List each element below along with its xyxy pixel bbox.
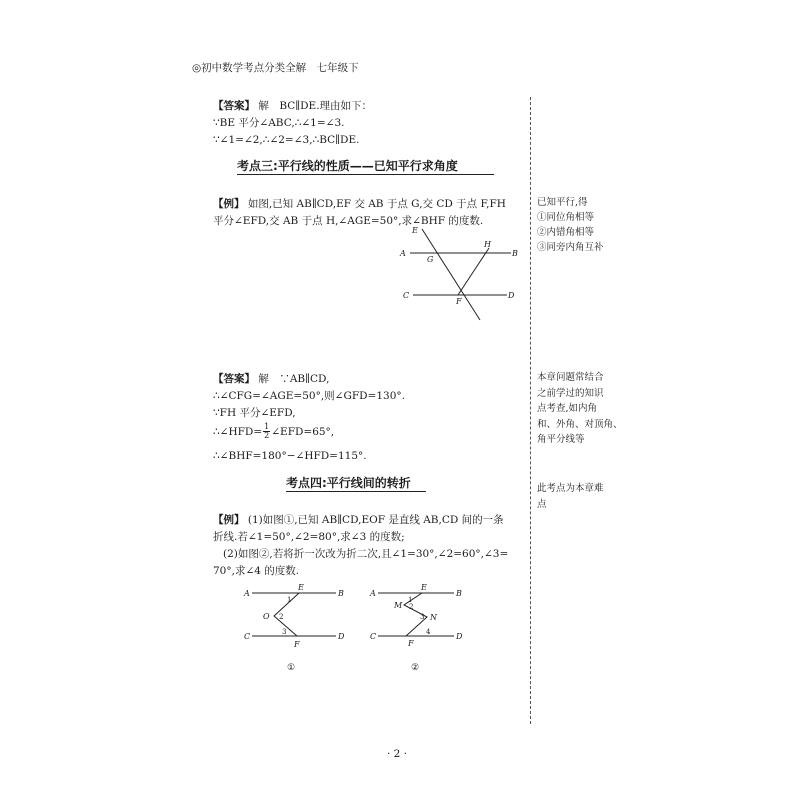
sidebar-line: 之前学过的知识 <box>537 387 604 399</box>
fig-label-c: C <box>370 632 377 641</box>
section-underline <box>286 491 426 492</box>
sidebar-line: 和、外角、对顶角、 <box>537 418 623 430</box>
fig-label-d: D <box>456 632 463 641</box>
example-line: 70°,求∠4 的度数. <box>213 565 300 577</box>
sidebar-line: 点 <box>537 498 547 510</box>
answer-line: 解 ∵AB∥CD, <box>258 373 330 385</box>
figure-caption: ① <box>287 663 296 673</box>
fraction-denominator: 2 <box>264 431 270 441</box>
answer-line: ∵BE 平分∠ABC,∴∠1=∠3. <box>213 117 345 129</box>
sidebar-line: 点考查,如内角 <box>537 403 598 414</box>
angle-label-3: 3 <box>420 613 425 621</box>
example-line: 平分∠EFD,交 AB 于点 H,∠AGE=50°,求∠BHF 的度数. <box>213 215 484 227</box>
section-underline <box>237 174 494 175</box>
fig-label-f: F <box>408 639 414 648</box>
parallel-lines-figure <box>395 220 530 330</box>
fig-label-m: M <box>394 601 403 610</box>
answer-block-2 <box>213 374 329 385</box>
answer-line: ∵∠1=∠2,∴∠2=∠3,∴BC∥DE. <box>213 134 360 146</box>
answer-line: ∵FH 平分∠EFD, <box>213 407 296 419</box>
fig-label-b: B <box>338 589 344 598</box>
angle-label-1: 1 <box>408 596 413 604</box>
zigzag-figure-2 <box>365 582 475 677</box>
fig-label-a: A <box>370 589 376 598</box>
fig-label-c: C <box>403 291 410 300</box>
answer-block-1 <box>213 101 372 112</box>
fig-label-d: D <box>338 632 345 641</box>
example-line: (1)如图①,已知 AB∥CD,EOF 是直线 AB,CD 间的一条 <box>247 514 504 526</box>
sidebar-note-3 <box>537 480 604 511</box>
answer-line: ∴∠BHF=180°−∠HFD=115°. <box>213 450 367 462</box>
fig-label-b: B <box>456 589 462 598</box>
fig-label-b: B <box>512 249 518 258</box>
section-title: 考点三:平行线的性质——已知平行求角度 <box>237 159 458 173</box>
sidebar-line: 角平分线等 <box>537 434 585 445</box>
angle-label-2: 2 <box>279 613 284 621</box>
sidebar-line: ①同位角相等 <box>537 212 595 223</box>
answer-text: ∠EFD=65°, <box>271 425 335 438</box>
zigzag-figure-1 <box>240 582 350 677</box>
sidebar-note-2 <box>537 369 623 447</box>
angle-label-1: 1 <box>287 596 292 604</box>
fig-label-o: O <box>263 612 270 621</box>
margin-divider <box>530 97 531 724</box>
answer-text: ∴∠HFD= <box>213 425 263 438</box>
page-number: · 2 · <box>387 748 408 760</box>
example-block-1 <box>213 199 506 210</box>
fig-label-e: E <box>412 226 418 235</box>
angle-label-4: 4 <box>426 628 431 636</box>
answer-label: 【答案】 <box>213 373 255 385</box>
example-line: 如图,已知 AB∥CD,EF 交 AB 于点 G,交 CD 于点 F,FH <box>247 198 506 210</box>
running-header: ◎初中数学考点分类全解 七年级下 <box>192 62 359 74</box>
line-fh <box>458 248 489 295</box>
example-block-2 <box>213 515 504 526</box>
fig-label-d: D <box>508 291 515 300</box>
answer-line: ∴∠CFG=∠AGE=50°,则∠GFD=130°. <box>213 390 405 402</box>
sidebar-line: 本章问题常结合 <box>537 372 604 383</box>
fraction <box>263 423 270 441</box>
answer-line: 解 BC∥DE.理由如下： <box>258 100 373 112</box>
fig-label-e: E <box>298 583 304 592</box>
sidebar-line: ③同旁内角互补 <box>537 242 604 253</box>
sidebar-note-1 <box>537 194 604 254</box>
example-line: (2)如图②,若将折一次改为折二次,且∠1=30°,∠2=60°,∠3= <box>223 548 509 560</box>
example-label: 【例】 <box>213 514 245 526</box>
answer-line-fraction <box>213 423 334 441</box>
sidebar-line: ②内错角相等 <box>537 227 595 238</box>
angle-label-3: 3 <box>282 628 287 636</box>
fig-label-f: F <box>456 297 462 306</box>
fig-label-c: C <box>244 632 251 641</box>
fig-label-e: E <box>421 583 427 592</box>
fig-label-g: G <box>427 255 434 264</box>
fraction-numerator: 1 <box>264 422 270 431</box>
figure-caption: ② <box>411 663 420 673</box>
sidebar-line: 此考点为本章难 <box>537 483 604 494</box>
fig-label-n: N <box>430 613 437 622</box>
angle-label-2: 2 <box>409 603 414 611</box>
fig-label-h: H <box>484 240 491 249</box>
example-label: 【例】 <box>213 198 245 210</box>
fig-label-a: A <box>244 589 250 598</box>
fig-label-a: A <box>400 249 406 258</box>
fig-label-f: F <box>294 640 300 649</box>
sidebar-line: 已知平行,得 <box>537 197 588 208</box>
section-title: 考点四:平行线间的转折 <box>286 476 411 490</box>
example-line: 折线.若∠1=50°,∠2=80°,求∠3 的度数; <box>213 531 405 543</box>
answer-label: 【答案】 <box>213 100 255 112</box>
